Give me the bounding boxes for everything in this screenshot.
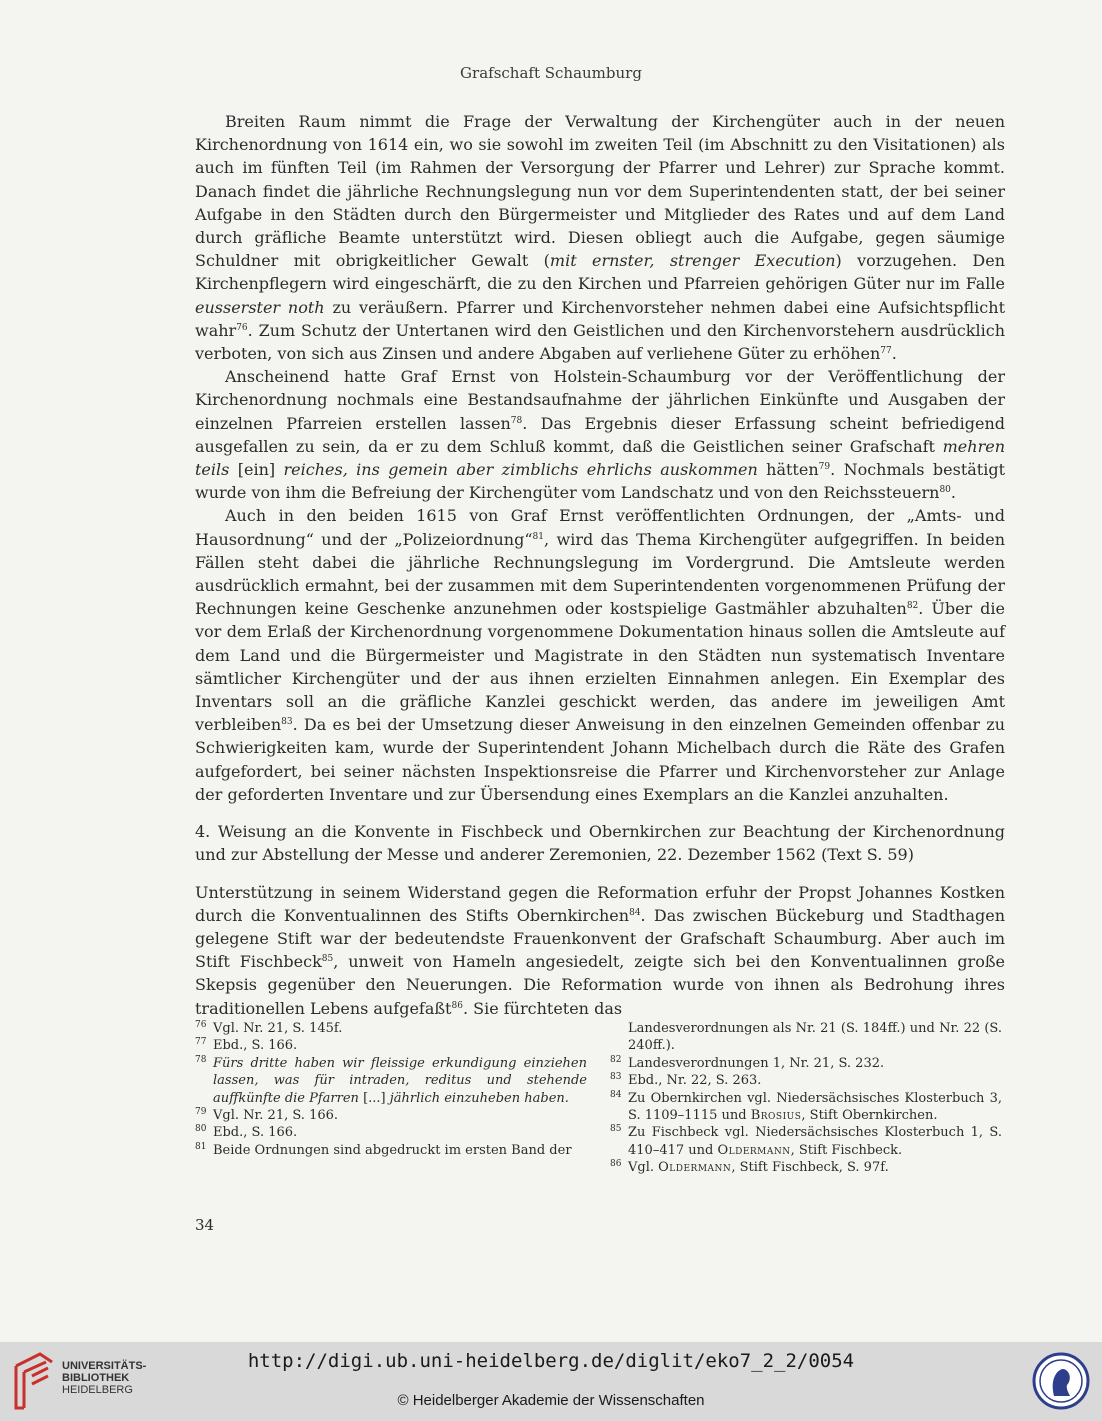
running-head: Grafschaft Schaumburg [460, 64, 642, 82]
footnote-text [628, 1124, 1002, 1159]
paragraph-text-run: [ein] [229, 460, 284, 480]
logo-line-3: HEIDELBERG [62, 1384, 133, 1396]
footnote [610, 1020, 1002, 1055]
footnote-reference[interactable]: 86 [451, 1000, 463, 1011]
footnote-number: 80 [195, 1124, 207, 1135]
footnote-text-run: jährlich einzuheben haben. [389, 1090, 569, 1106]
footnote-text-run: , Stift Fischbeck. [790, 1142, 903, 1158]
logo-line-1: UNIVERSITÄTS- [62, 1360, 147, 1372]
footnote-text-run: Vgl. Nr. 21, S. 166. [213, 1108, 339, 1124]
paragraph-text-run: . Nochmals bestätigt wurde von ihm die Befreiung der Kirchengüter vom Landschatz und von den Reichssteuern [195, 460, 1006, 503]
footnote-number: 79 [195, 1107, 207, 1118]
footnote-number: 85 [610, 1124, 622, 1135]
paragraph-text-run: Anscheinend hatte Graf Ernst von Holstein-Schaumburg vor der Veröffentlichung der Kirchenordnung nochmals eine Bestandsaufnahme der jährlichen Einkünfte und Ausgaben der einzelnen Pfarreien erstellen lassen [195, 367, 1005, 433]
footnote-text [213, 1020, 587, 1037]
footnote-text [213, 1037, 587, 1054]
paragraph-text-run: eusserster noth [195, 297, 325, 317]
footer-bar [0, 1342, 1102, 1421]
footnote-reference[interactable]: 78 [510, 415, 523, 426]
footnote-text-run: Oldermann [717, 1142, 791, 1158]
footnotes-right-column [610, 1020, 1002, 1177]
academy-seal-icon[interactable] [1032, 1352, 1090, 1410]
footnote-number: 81 [195, 1141, 207, 1152]
footnote-text-run: Brosius [750, 1108, 802, 1124]
footnote-text [213, 1124, 587, 1141]
footnote-number: 77 [195, 1037, 207, 1048]
footnote-text [628, 1055, 1002, 1072]
footnote [195, 1142, 587, 1159]
footnote [195, 1037, 587, 1054]
paragraph-1 [195, 110, 1005, 365]
footnote [610, 1055, 1002, 1072]
footnote-text-run: Ebd., S. 166. [213, 1038, 298, 1054]
paragraph-2 [195, 365, 1005, 504]
paragraph-text-run: . Über die vor dem Erlaß der Kirchenordnung vorgenommene Dokumentation hinaus sollen die Amtsleute auf dem Land und die Bürgermeister und Magistrate in den Städten nun systematisch Inventare sämtlicher Kirchengüter und der aus ihnen erzielten Einnahmen anlegen. Ein Exemplar des Inventars soll an die gräfliche Kanzlei geschickt werden, das andere im jeweiligen Amt verbleiben [195, 599, 1006, 735]
paragraph-text-run: Unterstützung in seinem Widerstand gegen die Reformation erfuhr der Propst Johannes Kostken durch die Konventualinnen des Stifts Obernkirchen [195, 882, 1005, 925]
footnote-text-run: Zu Obernkirchen vgl. Niedersächsisches Klosterbuch 3, S. 1109–1115 und [628, 1090, 1002, 1124]
paragraph-text-run: . [950, 483, 956, 503]
paragraph-text-run: . Das zwischen Bückeburg und Stadthagen gelegene Stift war der bedeutendste Frauenkonvent der Grafschaft Schaumburg. Aber auch im Stift Fischbeck [195, 905, 1006, 972]
footnote [195, 1107, 587, 1124]
footnote-text-run: Ebd., S. 166. [213, 1125, 298, 1141]
footnote-text [213, 1142, 587, 1159]
section-paragraph [195, 881, 1005, 1020]
footnote-text-run: Landesverordnungen 1, Nr. 21, S. 232. [628, 1055, 885, 1071]
footnote-text-run: Fürs dritte haben wir fleissige erkundigung einziehen lassen, was für intraden, reditus und stehende auffkünfte die Pfarren [213, 1055, 587, 1106]
footnote-text [628, 1072, 1002, 1089]
footnote-text-run: Vgl. [628, 1160, 659, 1176]
footnote-text [628, 1090, 1002, 1125]
footnote-text-run: , Stift Obernkirchen. [801, 1108, 938, 1124]
footnote [195, 1124, 587, 1141]
footnote [610, 1090, 1002, 1125]
footnotes-left-column [195, 1020, 587, 1159]
footnote-number: 78 [195, 1054, 207, 1065]
footnote-reference[interactable]: 77 [880, 346, 892, 357]
footnote-text [610, 1020, 1002, 1055]
logo-line-2: BIBLIOTHEK [62, 1372, 130, 1384]
footnote-reference[interactable]: 80 [939, 485, 951, 496]
footnote-text-run: Beide Ordnungen sind abgedruckt im ersten Band der [213, 1142, 572, 1158]
footnote-reference[interactable]: 81 [532, 531, 544, 542]
footnote [195, 1055, 587, 1107]
paragraph-text-run: . Zum Schutz der Untertanen wird den Geistlichen und den Kirchenvorstehern ausdrücklich verboten, von sich aus Zinsen und andere Abgaben auf verliehene Güter zu erhöhen [195, 320, 1005, 364]
footnote-text-run: Landesverordnungen als Nr. 21 (S. 184ff.) und Nr. 22 (S. 240ff.). [628, 1021, 1002, 1054]
footnote-reference[interactable]: 84 [629, 907, 641, 918]
paragraph-text-run: reiches, ins gemein aber zimblichs ehrlichs auskommen [283, 460, 758, 480]
footnote-text-run: , Stift Fischbeck, S. 97f. [731, 1160, 889, 1176]
footnote [610, 1124, 1002, 1159]
footnote [610, 1159, 1002, 1176]
footnote-reference[interactable]: 82 [906, 601, 919, 612]
footnote [195, 1020, 587, 1037]
paragraph-text-run: mehren teils [195, 436, 1005, 480]
footnote-text [628, 1159, 1002, 1176]
paragraph-text-run: . Da es bei der Umsetzung dieser Anweisung in den einzelnen Gemeinden offenbar zu Schwierigkeiten kam, wurde der Superintendent Johann Michelbach durch die Räte des Grafen aufgefordert, bei seiner nächsten Inspektionsreise die Pfarrer und Kirchenvorsteher zur Anlage der geforderten Inventare und zur Übersendung eines Exemplars an die Kanzlei anzuhalten. [195, 715, 1005, 804]
paragraph-text-run: , unweit von Hameln angesiedelt, zeigte sich bei den Konventualinnen große Skepsis gegenüber den Neuerungen. Die Reformation wurde von ihnen als Bedrohung ihres traditionellen Lebens aufgefaßt [195, 952, 1005, 1018]
footnote-text-run: Zu Fischbeck vgl. Niedersächsisches Klosterbuch 1, S. 410–417 und [628, 1125, 1002, 1158]
paragraph-text-run: . Das Ergebnis dieser Erfassung scheint befriedigend ausgefallen zu sein, da er zu dem Schluß kommt, daß die Geistlichen seiner Grafschaft [195, 413, 1005, 456]
footnote-number: 76 [195, 1020, 207, 1030]
paragraph-text-run: zu veräußern. Pfarrer und Kirchenvorsteher nehmen dabei eine Aufsichtspflicht wahr [195, 297, 1005, 340]
paragraph-text-run: hätten [757, 460, 819, 480]
footnote-reference[interactable]: 85 [321, 954, 334, 965]
footnote-text [213, 1107, 587, 1124]
paragraph-3 [195, 504, 1005, 806]
page-number: 34 [195, 1216, 215, 1234]
paragraph-text-run: , wird das Thema Kirchengüter aufgegriffen. In beiden Fällen steht dabei die jährliche Rechnungslegung im Vordergrund. Die Amtsleute werden ausdrücklich ermahnt, bei der zusammen mit dem Superintendenten vorgenommenen Prüfung der Rechnungen keine Geschenke anzunehmen oder kostspielige Gastmähler abzuhalten [195, 529, 1005, 619]
footnote-reference[interactable]: 83 [281, 717, 293, 728]
footnote-reference[interactable]: 76 [236, 322, 248, 333]
footnote-number: 84 [610, 1089, 622, 1100]
footnote-number: 83 [610, 1072, 622, 1083]
footnote-text-run: Ebd., Nr. 22, S. 263. [628, 1073, 762, 1089]
document-url-link[interactable]: http://digi.ub.uni-heidelberg.de/diglit/eko7_2_2/0054 [247, 1350, 855, 1372]
footnote-reference[interactable]: 79 [818, 462, 831, 473]
footnote-text-run: [...] [363, 1090, 390, 1106]
paragraph-text-run: Breiten Raum nimmt die Frage der Verwaltung der Kirchengüter auch in der neuen Kirchenordnung von 1614 ein, wo sie sowohl im zweiten Teil (im Abschnitt zu den Visitationen) als auch im fünften Teil (im Rahmen der Versorgung der Pfarrer und Lehrer) zur Sprache kommt. Danach findet die jährliche Rechnungslegung nun vor dem Superintendenten statt, der bei seiner Aufgabe in den Städten durch den Bürgermeister und Mitglieder des Rates und auf dem Land durch gräfliche Beamte unterstützt wird. Diesen obliegt auch die Aufgabe, gegen säumige Schuldner mit obrigkeitlicher Gewalt ( [195, 112, 1005, 271]
paragraph-text-run: . [891, 344, 897, 364]
footnote-text-run: Oldermann [658, 1160, 732, 1176]
footnote [610, 1072, 1002, 1089]
paragraph-text-run: Auch in den beiden 1615 von Graf Ernst veröffentlichten Ordnungen, der „Amts- und Hausordnung“ und der „Polizeiordnung“ [195, 506, 1005, 549]
footnote-text [213, 1055, 587, 1107]
copyright-notice: © Heidelberger Akademie der Wissenschaften [397, 1392, 705, 1409]
paragraph-text-run: mit ernster, strenger Execution [549, 251, 836, 271]
section-heading: 4. Weisung an die Konvente in Fischbeck und Obernkirchen zur Beachtung der Kirchenordnung und zur Abstellung der Messe und anderer Zeremonien, 22. Dezember 1562 (Text S. 59) [195, 822, 1005, 865]
main-text [195, 110, 1005, 1020]
paragraph-text-run: ) vorzugehen. Den Kirchenpflegern wird eingeschärft, die zu den Kirchen und Pfarreien gehörigen Güter nur im Falle [195, 251, 1006, 294]
paragraph-text-run: . Sie fürchteten das [462, 998, 623, 1018]
footnote-text-run: Vgl. Nr. 21, S. 145f. [213, 1021, 343, 1036]
footnote-number: 82 [610, 1054, 622, 1065]
footnote-number: 86 [610, 1159, 622, 1170]
